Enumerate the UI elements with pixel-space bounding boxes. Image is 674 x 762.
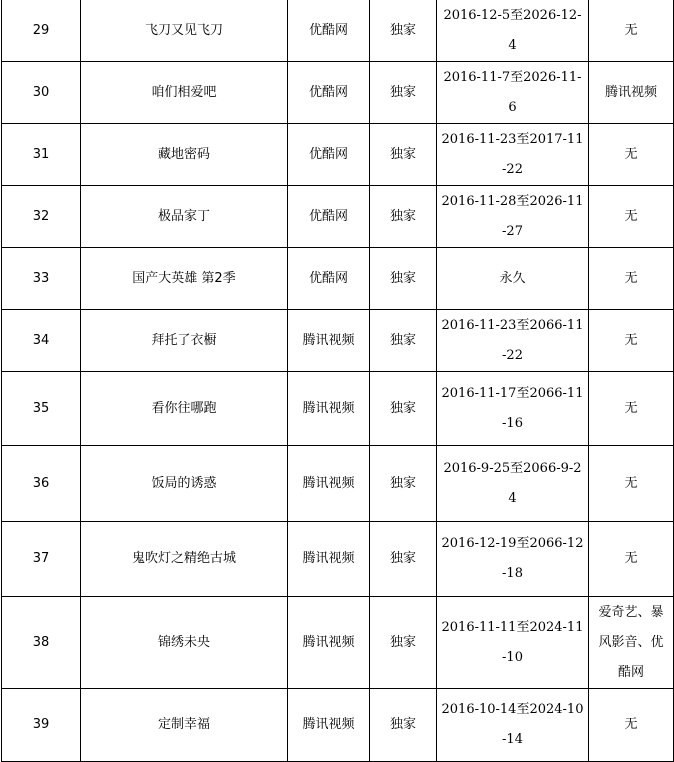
platform: 腾讯视频 <box>288 446 370 522</box>
other-platforms: 无 <box>589 124 674 186</box>
license-period: 2016-11-11至2024-11-10 <box>437 597 589 689</box>
other-platforms: 无 <box>589 372 674 446</box>
table-row <box>2 186 674 248</box>
other-platforms: 腾讯视频 <box>589 62 674 124</box>
license-type: 独家 <box>370 310 437 372</box>
other-platforms: 爱奇艺、暴风影音、优酷网 <box>589 597 674 689</box>
license-type: 独家 <box>370 0 437 62</box>
license-period: 2016-9-25至2066-9-24 <box>437 446 589 522</box>
other-platforms: 无 <box>589 522 674 597</box>
program-title: 锦绣未央 <box>81 597 288 689</box>
row-number: 38 <box>2 597 81 689</box>
license-type: 独家 <box>370 689 437 762</box>
table-row <box>2 0 674 62</box>
other-platforms: 无 <box>589 0 674 62</box>
table-row <box>2 372 674 446</box>
content-rights-table-wrapper <box>1 0 674 762</box>
other-platforms: 无 <box>589 689 674 762</box>
program-title: 饭局的诱惑 <box>81 446 288 522</box>
row-number: 32 <box>2 186 81 248</box>
other-platforms: 无 <box>589 446 674 522</box>
row-number: 39 <box>2 689 81 762</box>
row-number: 37 <box>2 522 81 597</box>
license-period: 2016-11-17至2066-11-16 <box>437 372 589 446</box>
program-title: 国产大英雄 第2季 <box>81 248 288 310</box>
platform: 腾讯视频 <box>288 310 370 372</box>
table-row <box>2 310 674 372</box>
program-title: 飞刀又见飞刀 <box>81 0 288 62</box>
row-number: 30 <box>2 62 81 124</box>
program-title: 拜托了衣橱 <box>81 310 288 372</box>
license-type: 独家 <box>370 186 437 248</box>
license-period: 2016-12-19至2066-12-18 <box>437 522 589 597</box>
table-row <box>2 446 674 522</box>
table-row <box>2 124 674 186</box>
program-title: 定制幸福 <box>81 689 288 762</box>
license-type: 独家 <box>370 248 437 310</box>
table-row <box>2 689 674 762</box>
license-type: 独家 <box>370 522 437 597</box>
other-platforms: 无 <box>589 248 674 310</box>
license-type: 独家 <box>370 597 437 689</box>
row-number: 36 <box>2 446 81 522</box>
license-period: 2016-11-23至2066-11-22 <box>437 310 589 372</box>
table-row <box>2 62 674 124</box>
row-number: 29 <box>2 0 81 62</box>
program-title: 看你往哪跑 <box>81 372 288 446</box>
platform: 优酷网 <box>288 62 370 124</box>
platform: 腾讯视频 <box>288 372 370 446</box>
license-type: 独家 <box>370 62 437 124</box>
content-rights-table <box>1 0 674 762</box>
row-number: 31 <box>2 124 81 186</box>
table-row <box>2 522 674 597</box>
row-number: 34 <box>2 310 81 372</box>
license-period: 2016-12-5至2026-12-4 <box>437 0 589 62</box>
other-platforms: 无 <box>589 310 674 372</box>
license-period: 2016-11-28至2026-11-27 <box>437 186 589 248</box>
table-row <box>2 597 674 689</box>
platform: 优酷网 <box>288 186 370 248</box>
license-period: 2016-11-23至2017-11-22 <box>437 124 589 186</box>
program-title: 咱们相爱吧 <box>81 62 288 124</box>
table-row <box>2 248 674 310</box>
program-title: 极品家丁 <box>81 186 288 248</box>
platform: 腾讯视频 <box>288 522 370 597</box>
program-title: 鬼吹灯之精绝古城 <box>81 522 288 597</box>
program-title: 藏地密码 <box>81 124 288 186</box>
row-number: 33 <box>2 248 81 310</box>
platform: 优酷网 <box>288 0 370 62</box>
license-period: 2016-10-14至2024-10-14 <box>437 689 589 762</box>
platform: 腾讯视频 <box>288 689 370 762</box>
license-type: 独家 <box>370 372 437 446</box>
other-platforms: 无 <box>589 186 674 248</box>
license-period: 2016-11-7至2026-11-6 <box>437 62 589 124</box>
platform: 优酷网 <box>288 248 370 310</box>
platform: 优酷网 <box>288 124 370 186</box>
license-type: 独家 <box>370 124 437 186</box>
platform: 腾讯视频 <box>288 597 370 689</box>
license-period: 永久 <box>437 248 589 310</box>
row-number: 35 <box>2 372 81 446</box>
license-type: 独家 <box>370 446 437 522</box>
